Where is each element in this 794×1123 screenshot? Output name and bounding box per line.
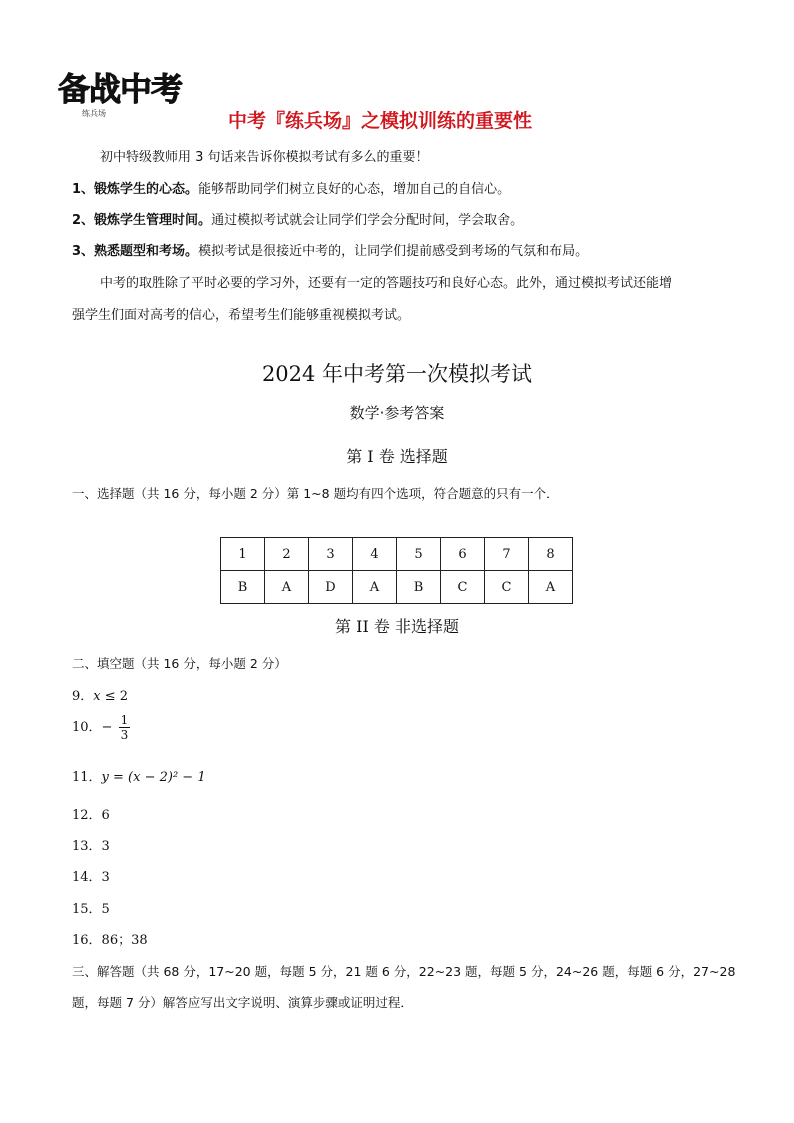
q10-sign: −	[101, 720, 113, 735]
closing-line-1: 中考的取胜除了平时必要的学习外，还要有一定的答题技巧和良好心态。此外，通过模拟考试还能增	[100, 276, 673, 291]
table-cell: 4	[353, 538, 397, 571]
point-3-num: 3、	[72, 244, 95, 259]
q10-denominator: 3	[120, 728, 129, 742]
q10-number: 10．	[72, 720, 102, 735]
table-cell: C	[441, 571, 485, 604]
logo-subtext: 练兵场	[82, 109, 106, 118]
table-cell: A	[529, 571, 573, 604]
answer-q13: 13．3	[72, 839, 110, 854]
answer-q11	[72, 766, 206, 785]
q10-numerator: 1	[120, 713, 129, 727]
table-cell: 3	[309, 538, 353, 571]
banner-title: 中考『练兵场』之模拟训练的重要性	[228, 110, 533, 132]
point-1-text: 能够帮助同学们树立良好的心态，增加自己的自信心。	[198, 182, 511, 197]
table-cell: D	[309, 571, 353, 604]
point-1-bold: 锻炼学生的心态。	[94, 182, 199, 197]
point-3-text: 模拟考试是很接近中考的，让同学们提前感受到考场的气氛和布局。	[198, 244, 589, 259]
table-cell: B	[221, 571, 265, 604]
point-3	[72, 240, 588, 259]
q11-expression: y = (x − 2)² − 1	[101, 770, 206, 785]
point-1	[72, 178, 510, 197]
exam-title: 2024 年中考第一次模拟考试	[261, 362, 533, 386]
answer-q15: 15．5	[72, 902, 110, 917]
point-2	[72, 209, 523, 228]
section3-line-1: 三、解答题（共 68 分，17~20 题，每题 5 分，21 题 6 分，22~23 题，每题 5 分，24~26 题，每题 6 分，27~28	[72, 964, 736, 979]
answer-table	[220, 537, 573, 604]
table-cell: A	[353, 571, 397, 604]
q10-fraction	[119, 713, 131, 742]
point-2-num: 2、	[72, 213, 95, 228]
table-row-numbers	[221, 538, 573, 571]
section1-heading: 一、选择题（共 16 分，每小题 2 分）第 1~8 题均有四个选项，符合题意的只有一个．	[72, 486, 559, 501]
table-cell: B	[397, 571, 441, 604]
section2-heading: 二、填空题（共 16 分，每小题 2 分）	[72, 656, 287, 671]
intro-text: 初中特级教师用 3 句话来告诉你模拟考试有多么的重要！	[100, 150, 429, 165]
answer-q16: 16．86；38	[72, 933, 148, 948]
table-cell: 8	[529, 538, 573, 571]
logo-text: 备战中考	[58, 70, 183, 108]
subject-title: 数学·参考答案	[349, 404, 445, 422]
answer-q10	[72, 713, 130, 742]
answer-q14: 14．3	[72, 870, 110, 885]
section3-line-2: 题，每题 7 分）解答应写出文字说明、演算步骤或证明过程．	[72, 995, 413, 1010]
q9-rest: ≤ 2	[100, 689, 129, 704]
answer-q12: 12．6	[72, 808, 110, 823]
q9-variable: x	[93, 689, 101, 704]
closing-line-2: 强学生们面对高考的信心，希望考生们能够重视模拟考试。	[72, 308, 411, 323]
table-cell: 7	[485, 538, 529, 571]
point-3-bold: 熟悉题型和考场。	[94, 244, 199, 259]
table-cell: 2	[265, 538, 309, 571]
q9-number: 9．	[72, 689, 94, 704]
table-cell: A	[265, 571, 309, 604]
point-1-num: 1、	[72, 182, 95, 197]
answer-q9	[72, 685, 128, 704]
table-row-answers	[221, 571, 573, 604]
part1-title: 第 I 卷 选择题	[346, 447, 448, 466]
table-cell: C	[485, 571, 529, 604]
table-cell: 6	[441, 538, 485, 571]
table-cell: 5	[397, 538, 441, 571]
logo	[52, 58, 217, 126]
table-cell: 1	[221, 538, 265, 571]
point-2-bold: 锻炼学生管理时间。	[94, 213, 212, 228]
q11-number: 11．	[72, 770, 102, 785]
part2-title: 第 II 卷 非选择题	[335, 617, 459, 636]
point-2-text: 通过模拟考试就会让同学们学会分配时间，学会取舍。	[211, 213, 524, 228]
